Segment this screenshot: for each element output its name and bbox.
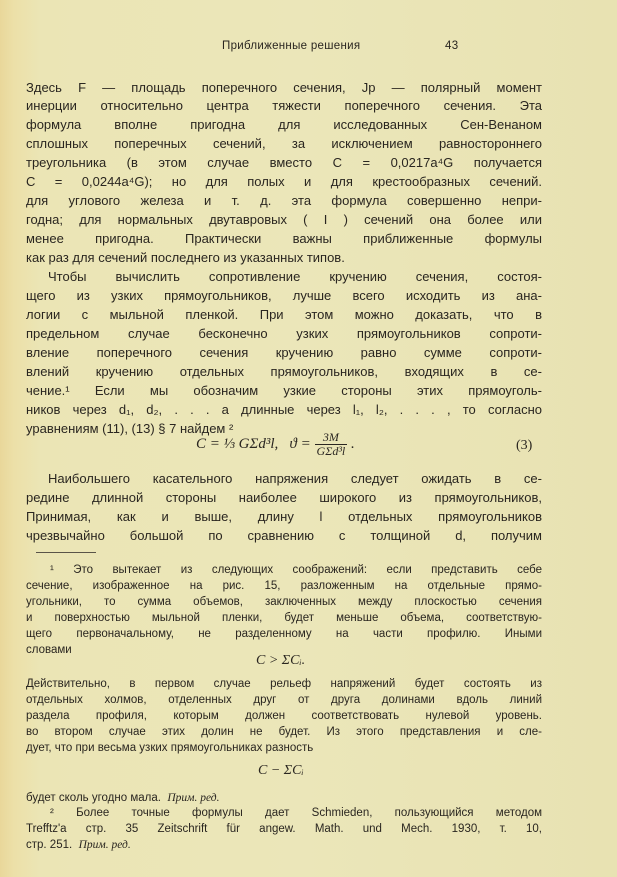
body-line: сплошных поперечных сечений, за исключением равностороннего (26, 136, 542, 151)
body-line: треугольника (в этом случае вместо C = 0,0217a⁴G получается (26, 155, 542, 170)
body-line: годна; для нормальных двутавровых ( I ) сечений она более или (26, 212, 542, 227)
body-line: для углового железа и т. д. эта формула совершенно непри- (26, 193, 542, 208)
footnote-line (26, 791, 542, 806)
footnote-text: будет сколь угодно мала. (26, 792, 161, 804)
body-line: C = 0,0244a⁴G); но для полых и для крестообразных сечений. (26, 174, 542, 189)
editor-note: Прим. ред. (78, 839, 131, 851)
equation-lhs: C = ⅓ GΣd³l, (196, 435, 279, 452)
footnote-line: щего первоначальному, не разделенному на части профилю. Иными (26, 628, 542, 640)
footnote-line: и поверхностью мыльной пленки, будет меньше объема, соответствую- (26, 612, 542, 624)
equation-theta: ϑ = (289, 435, 311, 452)
body-line: Наибольшего касательного напряжения следует ожидать в се- (48, 471, 542, 486)
body-line: вление поперечного сечения кручению равно сумме сопроти- (26, 345, 542, 360)
body-line: логии с мыльной пленкой. При этом можно доказать, что в (26, 307, 542, 322)
fraction-numerator: 3M (315, 431, 348, 445)
footnote-line: ¹ Это вытекает из следующих соображений: если представить себе (50, 564, 542, 576)
equation-tail: . (351, 435, 355, 452)
body-line: щего из узких прямоугольников, лучше всего исходить из ана- (26, 288, 542, 303)
footnote-line: словами (26, 644, 72, 656)
equation-3 (196, 431, 355, 458)
running-title: Приближенные решения (222, 40, 361, 52)
footnote-line: ² Более точные формулы дает Schmieden, пользующийся методом (50, 807, 542, 819)
fraction-denominator: GΣd³l (316, 444, 346, 458)
footnote-line: сечение, изображенное на рис. 15, разложенным на отдельные прямо- (26, 580, 542, 592)
footnote-difference: C − ΣCᵢ (258, 763, 304, 778)
footnote-inequality: C > ΣCᵢ. (256, 653, 306, 668)
footnote-line: Trefftz'a стр. 35 Zeitschrift für angew. Math. und Mech. 1930, т. 10, (26, 823, 542, 835)
footnote-line: отдельных холмов, отделенных друг от друга долинами вдоль линий (26, 694, 542, 706)
body-line: чение.¹ Если мы обозначим узкие стороны этих прямоуголь- (26, 383, 542, 398)
equation-fraction (315, 431, 348, 458)
footnote-line: Действительно, в первом случае рельеф напряжений будет состоять из (26, 678, 542, 690)
body-line: чрезвычайно большой по сравнению с толщиной d, получим (26, 528, 542, 543)
body-line: ников через d₁, d₂, . . . а длинные через l₁, l₂, . . . , то согласно (26, 402, 542, 417)
footnote-line: раздела профиля, которым должен соответствовать нулевой уровень. (26, 710, 542, 722)
body-line: уравнениям (11), (13) § 7 найдем ² (26, 421, 234, 436)
body-line: Здесь F — площадь поперечного сечения, Jp — полярный момент (26, 80, 542, 95)
body-line: влений кручению отдельных прямоугольников, входящих в се- (26, 364, 542, 379)
body-line: менее пригодна. Практически важны приближенные формулы (26, 231, 542, 246)
body-line: как раз для сечений последнего из указанных типов. (26, 250, 345, 265)
body-line: инерции относительно центра тяжести поперечного сечения. Эта (26, 98, 542, 113)
page-number: 43 (445, 40, 459, 52)
footnote-line: во втором случае этих долин не будет. Из этого представления и сле- (26, 726, 542, 738)
footnote-line (26, 838, 542, 853)
body-line: формула вполне пригодна для исследованных Сен-Венаном (26, 117, 542, 132)
equation-number: (3) (516, 438, 533, 453)
body-line: редине длинной стороны наиболее широкого из прямоугольников, (26, 490, 542, 505)
footnote-text: стр. 251. (26, 839, 73, 851)
body-line: Чтобы вычислить сопротивление кручению сечения, состоя- (48, 269, 542, 284)
body-line: предельном случае бесконечно узких прямоугольников сопроти- (26, 326, 542, 341)
footnote-line: дует, что при весьма узких прямоугольниках разность (26, 742, 314, 754)
footnote-line: угольники, то сумма объемов, заключенных между плоскостью сечения (26, 596, 542, 608)
running-header (0, 40, 617, 56)
body-line: Принимая, как и выше, длину l отдельных прямоугольников (26, 509, 542, 524)
editor-note: Прим. ред. (167, 792, 220, 804)
footnote-separator (36, 552, 96, 553)
